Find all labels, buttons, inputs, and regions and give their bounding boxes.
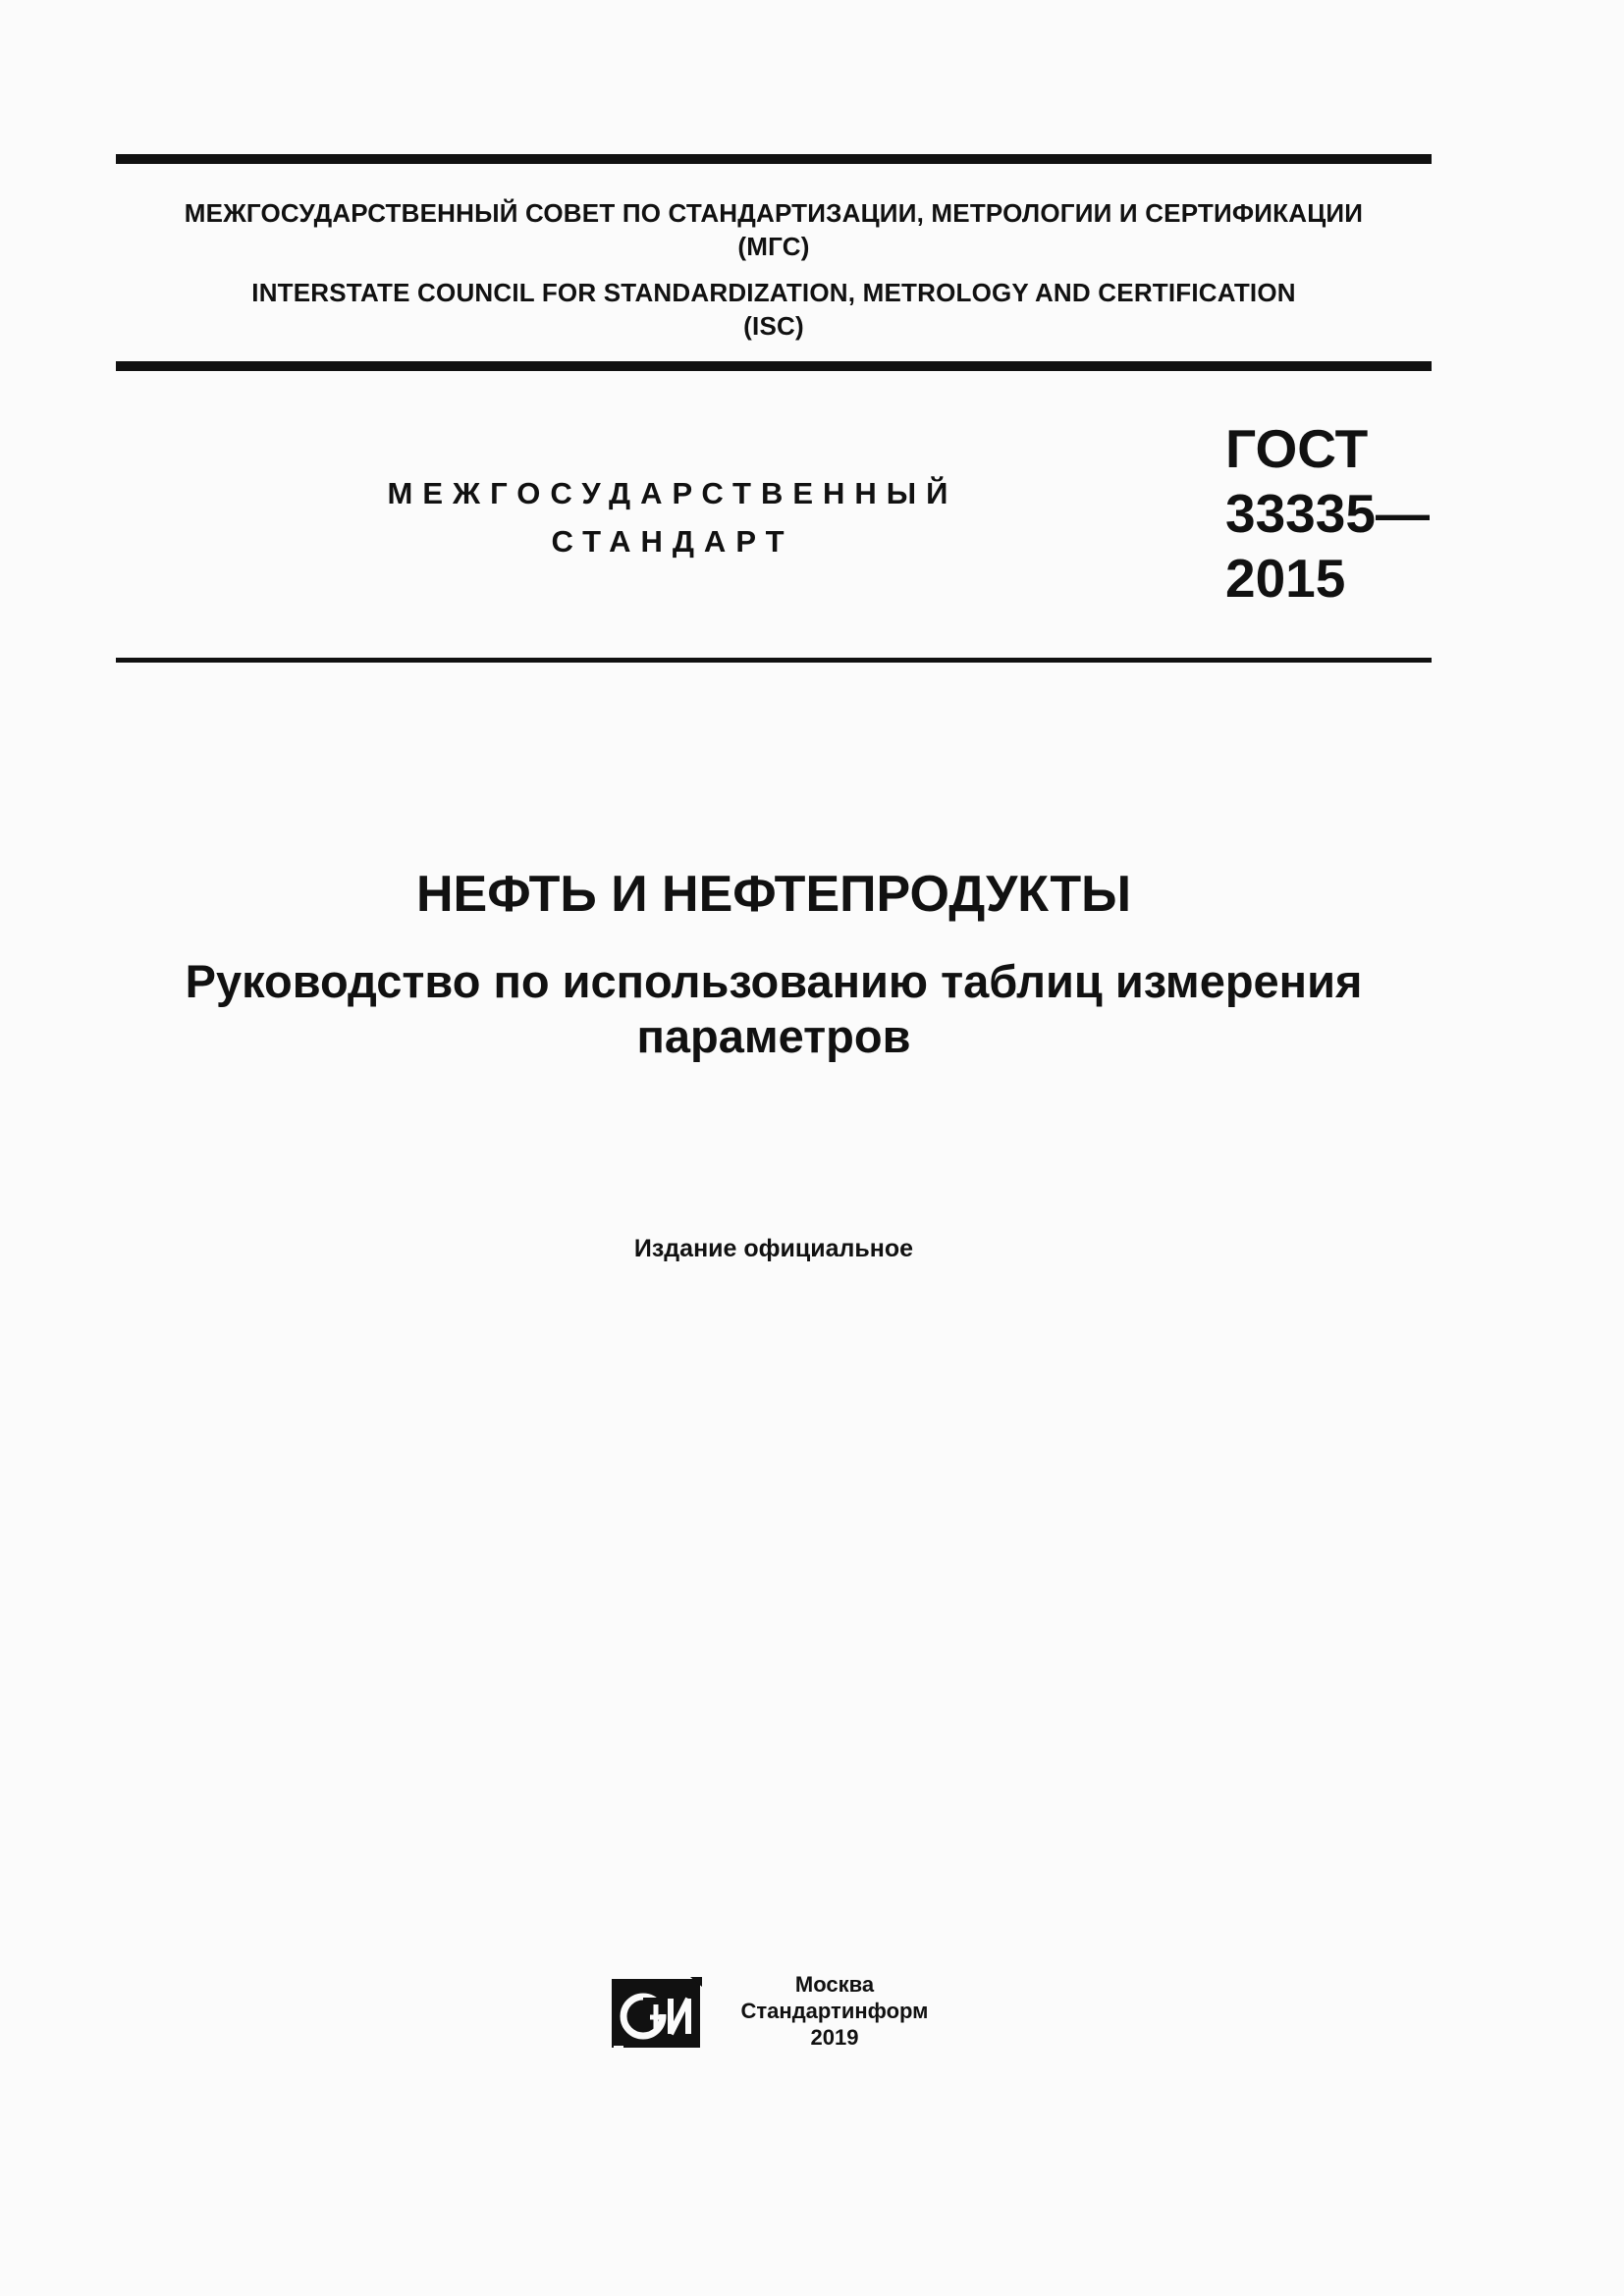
gost-designation: ГОСТ 33335— 2015	[1225, 418, 1430, 609]
council-name-ru-line1: МЕЖГОСУДАРСТВЕННЫЙ СОВЕТ ПО СТАНДАРТИЗАЦИИ, МЕТРОЛОГИИ И СЕРТИФИКАЦИИ	[184, 198, 1364, 228]
top-rule	[116, 154, 1432, 164]
document-title: НЕФТЬ И НЕФТЕПРОДУКТЫ	[416, 866, 1131, 923]
publication-year: 2019	[810, 2025, 859, 2050]
publisher-city: Москва	[794, 1972, 875, 1997]
council-name-en	[116, 276, 1432, 343]
council-abbrev-en: (ISC)	[743, 311, 804, 341]
header-bottom-rule	[116, 658, 1432, 663]
standartinform-logo-icon	[610, 1973, 704, 2052]
standard-type-line2: СТАНДАРТ	[551, 524, 794, 559]
publisher-name: Стандартинформ	[740, 1999, 929, 2023]
document-subtitle: Руководство по использованию таблиц измерения параметров	[185, 955, 1363, 1062]
council-name-en-line1: INTERSTATE COUNCIL FOR STANDARDIZATION, METROLOGY AND CERTIFICATION	[251, 278, 1296, 307]
council-bottom-rule	[116, 361, 1432, 371]
council-name-ru	[116, 196, 1432, 263]
edition-label: Издание официальное	[633, 1235, 914, 1262]
council-abbrev-ru: (МГС)	[737, 232, 810, 261]
publisher-block	[717, 1971, 952, 2051]
standard-type	[334, 469, 1011, 565]
standard-type-line1: МЕЖГОСУДАРСТВЕННЫЙ	[387, 476, 958, 510]
